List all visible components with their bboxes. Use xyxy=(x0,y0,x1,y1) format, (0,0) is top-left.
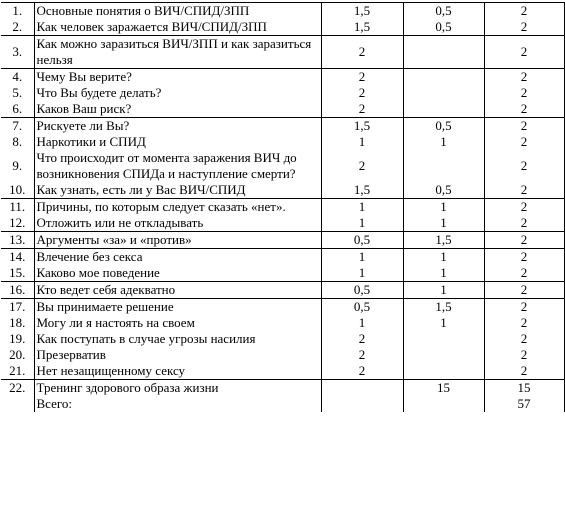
row-number: 18. xyxy=(1,315,34,331)
row-value-b xyxy=(403,36,484,69)
row-number: 3. xyxy=(1,36,34,69)
row-value-b: 0,5 xyxy=(403,19,484,36)
total-number-cell xyxy=(1,396,34,412)
row-value-a: 2 xyxy=(321,36,403,69)
table-row xyxy=(1,182,564,199)
row-topic: Тренинг здорового образа жизни xyxy=(34,380,321,397)
row-value-total: 2 xyxy=(484,199,564,216)
row-value-b xyxy=(403,85,484,101)
row-value-a: 1 xyxy=(321,315,403,331)
table-row xyxy=(1,36,564,69)
row-value-b: 0,5 xyxy=(403,118,484,135)
row-value-total: 2 xyxy=(484,134,564,150)
row-value-total: 2 xyxy=(484,3,564,20)
row-value-b: 1 xyxy=(403,215,484,232)
row-topic: Что Вы будете делать? xyxy=(34,85,321,101)
row-value-a: 1 xyxy=(321,134,403,150)
row-number: 16. xyxy=(1,282,34,299)
row-value-total: 2 xyxy=(484,331,564,347)
row-value-b: 1 xyxy=(403,199,484,216)
row-number: 21. xyxy=(1,363,34,380)
row-value-a: 1,5 xyxy=(321,118,403,135)
row-value-b: 1 xyxy=(403,249,484,266)
row-value-total: 2 xyxy=(484,249,564,266)
row-value-a: 1 xyxy=(321,265,403,282)
total-value-a xyxy=(321,396,403,412)
row-number: 22. xyxy=(1,380,34,397)
row-value-b xyxy=(403,363,484,380)
row-value-a: 1 xyxy=(321,249,403,266)
row-topic: Причины, по которым следует сказать «нет». xyxy=(34,199,321,216)
row-value-a: 2 xyxy=(321,101,403,118)
table-row xyxy=(1,315,564,331)
total-row xyxy=(1,396,564,412)
curriculum-table xyxy=(1,2,565,412)
row-value-b xyxy=(403,150,484,182)
row-number: 12. xyxy=(1,215,34,232)
row-value-total: 2 xyxy=(484,363,564,380)
table-row xyxy=(1,3,564,20)
table-row xyxy=(1,150,564,182)
row-number: 7. xyxy=(1,118,34,135)
row-value-a xyxy=(321,380,403,397)
row-value-a: 2 xyxy=(321,347,403,363)
row-value-total: 2 xyxy=(484,118,564,135)
row-value-b xyxy=(403,347,484,363)
row-value-total: 2 xyxy=(484,315,564,331)
row-value-a: 2 xyxy=(321,331,403,347)
table-row xyxy=(1,380,564,397)
table-row xyxy=(1,331,564,347)
row-value-b: 1 xyxy=(403,265,484,282)
row-value-b xyxy=(403,101,484,118)
row-value-total: 2 xyxy=(484,299,564,316)
row-topic: Аргументы «за» и «против» xyxy=(34,232,321,249)
row-value-total: 2 xyxy=(484,19,564,36)
row-number: 5. xyxy=(1,85,34,101)
row-value-b: 1 xyxy=(403,315,484,331)
row-topic: Вы принимаете решение xyxy=(34,299,321,316)
row-number: 1. xyxy=(1,3,34,20)
row-value-total: 2 xyxy=(484,85,564,101)
row-value-a: 1,5 xyxy=(321,19,403,36)
row-value-a: 2 xyxy=(321,85,403,101)
row-topic: Как поступать в случае угрозы насилия xyxy=(34,331,321,347)
row-value-total: 15 xyxy=(484,380,564,397)
row-number: 9. xyxy=(1,150,34,182)
table-row xyxy=(1,134,564,150)
row-value-a: 0,5 xyxy=(321,282,403,299)
total-value-b xyxy=(403,396,484,412)
row-value-total: 2 xyxy=(484,347,564,363)
row-topic: Презерватив xyxy=(34,347,321,363)
row-value-a: 2 xyxy=(321,363,403,380)
row-number: 4. xyxy=(1,69,34,86)
row-topic: Рискуете ли Вы? xyxy=(34,118,321,135)
row-topic: Как узнать, есть ли у Вас ВИЧ/СПИД xyxy=(34,182,321,199)
table-row xyxy=(1,101,564,118)
table-row xyxy=(1,215,564,232)
row-value-a: 1,5 xyxy=(321,182,403,199)
row-topic: Нет незащищенному сексу xyxy=(34,363,321,380)
row-topic: Могу ли я настоять на своем xyxy=(34,315,321,331)
row-value-b: 15 xyxy=(403,380,484,397)
row-number: 11. xyxy=(1,199,34,216)
row-value-b: 1 xyxy=(403,134,484,150)
row-value-total: 2 xyxy=(484,282,564,299)
table-row xyxy=(1,69,564,86)
table-row xyxy=(1,265,564,282)
row-value-total: 2 xyxy=(484,232,564,249)
row-number: 6. xyxy=(1,101,34,118)
row-value-total: 2 xyxy=(484,215,564,232)
table-row xyxy=(1,232,564,249)
table-row xyxy=(1,299,564,316)
row-value-total: 2 xyxy=(484,182,564,199)
row-number: 13. xyxy=(1,232,34,249)
table-row xyxy=(1,282,564,299)
table-row xyxy=(1,85,564,101)
row-number: 15. xyxy=(1,265,34,282)
row-value-b xyxy=(403,69,484,86)
row-value-total: 2 xyxy=(484,36,564,69)
table-row xyxy=(1,19,564,36)
row-value-b: 1 xyxy=(403,282,484,299)
row-value-b: 0,5 xyxy=(403,3,484,20)
row-value-total: 2 xyxy=(484,265,564,282)
table-row xyxy=(1,363,564,380)
row-value-total: 2 xyxy=(484,69,564,86)
row-value-a: 2 xyxy=(321,150,403,182)
row-number: 10. xyxy=(1,182,34,199)
row-topic: Влечение без секса xyxy=(34,249,321,266)
row-value-b xyxy=(403,331,484,347)
row-value-b: 1,5 xyxy=(403,232,484,249)
row-topic: Как можно заразиться ВИЧ/ЗПП и как заразиться нельзя xyxy=(34,36,321,69)
total-value: 57 xyxy=(484,396,564,412)
row-topic: Чему Вы верите? xyxy=(34,69,321,86)
row-value-a: 1 xyxy=(321,199,403,216)
row-topic: Наркотики и СПИД xyxy=(34,134,321,150)
row-value-a: 0,5 xyxy=(321,232,403,249)
table-row xyxy=(1,347,564,363)
row-number: 20. xyxy=(1,347,34,363)
row-value-b: 0,5 xyxy=(403,182,484,199)
row-number: 8. xyxy=(1,134,34,150)
row-topic: Отложить или не откладывать xyxy=(34,215,321,232)
row-value-total: 2 xyxy=(484,150,564,182)
row-topic: Основные понятия о ВИЧ/СПИД/ЗПП xyxy=(34,3,321,20)
table-row xyxy=(1,118,564,135)
row-topic: Кто ведет себя адекватно xyxy=(34,282,321,299)
row-topic: Что происходит от момента заражения ВИЧ до возникновения СПИДа и наступление смерти? xyxy=(34,150,321,182)
curriculum-table-body xyxy=(1,3,564,413)
row-value-b: 1,5 xyxy=(403,299,484,316)
row-value-a: 1,5 xyxy=(321,3,403,20)
row-number: 14. xyxy=(1,249,34,266)
row-topic: Как человек заражается ВИЧ/СПИД/ЗПП xyxy=(34,19,321,36)
row-topic: Каково мое поведение xyxy=(34,265,321,282)
row-value-total: 2 xyxy=(484,101,564,118)
total-label: Всего: xyxy=(34,396,321,412)
row-number: 17. xyxy=(1,299,34,316)
table-row xyxy=(1,249,564,266)
row-value-a: 0,5 xyxy=(321,299,403,316)
row-value-a: 2 xyxy=(321,69,403,86)
row-value-a: 1 xyxy=(321,215,403,232)
row-number: 2. xyxy=(1,19,34,36)
table-row xyxy=(1,199,564,216)
row-topic: Каков Ваш риск? xyxy=(34,101,321,118)
row-number: 19. xyxy=(1,331,34,347)
